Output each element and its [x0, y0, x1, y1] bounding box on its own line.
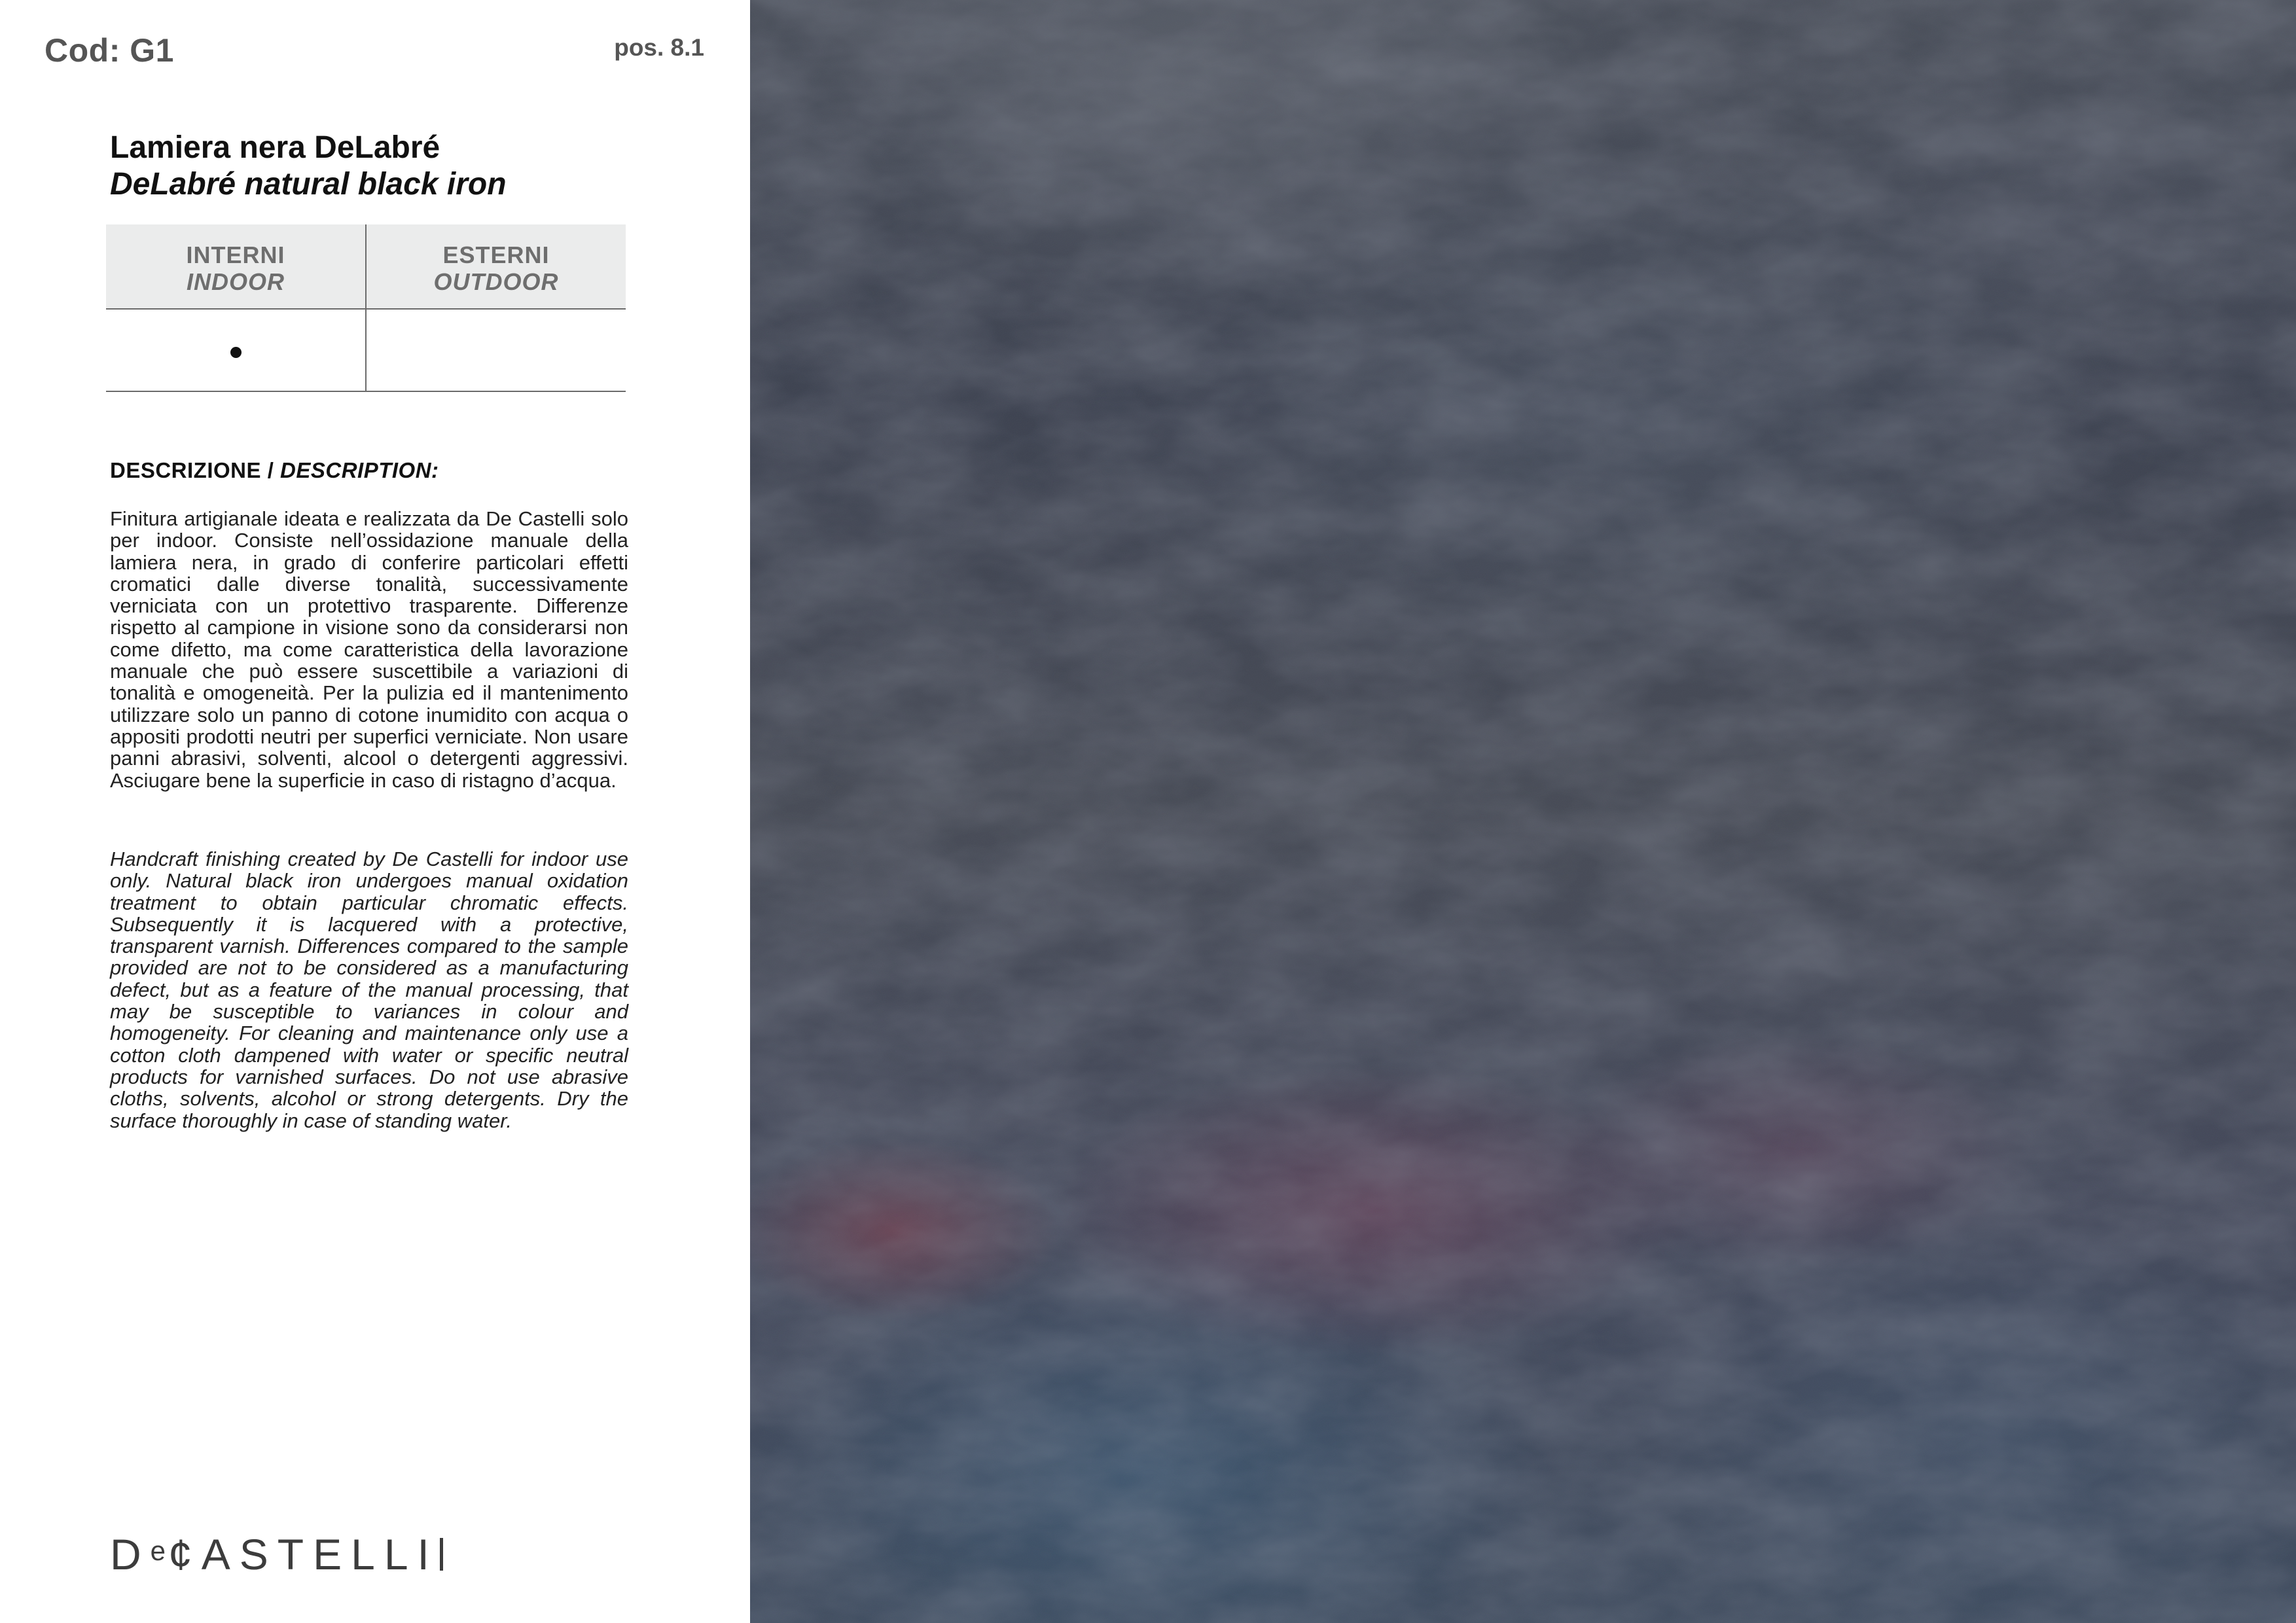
- column-indoor-header: [106, 241, 365, 295]
- product-code: Cod: G1: [45, 32, 174, 69]
- product-name-italian: Lamiera nera DeLabré: [110, 130, 440, 165]
- column-indoor-label-it: INTERNI: [186, 241, 285, 268]
- position-number: pos. 8.1: [614, 34, 704, 61]
- column-divider: [365, 224, 367, 392]
- column-outdoor-label-en: OUTDOOR: [433, 268, 559, 295]
- description-heading: [110, 458, 439, 483]
- description-heading-en: DESCRIPTION:: [280, 458, 439, 482]
- oxidation-texture-overlay: [750, 0, 2296, 1623]
- indoor-suitable-bullet-icon: [230, 347, 242, 358]
- logo-bar-icon: [440, 1538, 443, 1571]
- description-heading-it: DESCRIZIONE /: [110, 458, 281, 482]
- description-english: Handcraft finishing created by De Castelli for indoor use only. Natural black iron undergoes manual oxidation treatment to obtain particular chromatic effects. Subsequently it is lacquered with a protective, transparent varnish. Differences compared to the sample provided are not to be considered as a manufacturing defect, but as a feature of the manual processing, that may be susceptible to variances in colour and homogeneity. For cleaning and maintenance only use a cotton cloth dampened with water or specific neutral products for varnished surfaces. Do not use abrasive cloths, solvents, alcohol or strong detergents. Dry the surface thoroughly in case of standing water.: [110, 847, 628, 1132]
- spec-sheet-panel: [0, 0, 750, 1623]
- logo-letter-d: D: [110, 1530, 151, 1578]
- usage-table: [106, 224, 626, 392]
- de-castelli-logo: [110, 1529, 443, 1579]
- column-outdoor-header: [367, 241, 626, 295]
- material-swatch-image: [750, 0, 2296, 1623]
- product-name-english: DeLabré natural black iron: [110, 167, 507, 202]
- column-outdoor-label-it: ESTERNI: [442, 241, 550, 268]
- logo-letter-e: e: [150, 1535, 169, 1566]
- description-italian: Finitura artigianale ideata e realizzata da De Castelli solo per indoor. Consiste nell’ossidazione manuale della lamiera nera, in grado di conferire particolari effetti cromatici dalle diverse tonalità, successivamente verniciata con un protettivo trasparente. Differenze rispetto al campione in visione sono da considerarsi non come difetto, ma come caratteristica della lavorazione manuale che può essere suscettibile a variazioni di tonalità e omogeneità. Per la pulizia ed il mantenimento utilizzare solo un panno di cotone inumidito con acqua o appositi prodotti neutri per superfici verniciate. Non usare panni abrasivi, solventi, alcool o detergenti aggressivi. Asciugare bene la superficie in caso di ristagno d’acqua.: [110, 507, 628, 792]
- table-bottom-rule: [106, 391, 626, 392]
- logo-wordmark: ¢ASTELLI: [168, 1530, 439, 1578]
- column-indoor-label-en: INDOOR: [187, 268, 285, 295]
